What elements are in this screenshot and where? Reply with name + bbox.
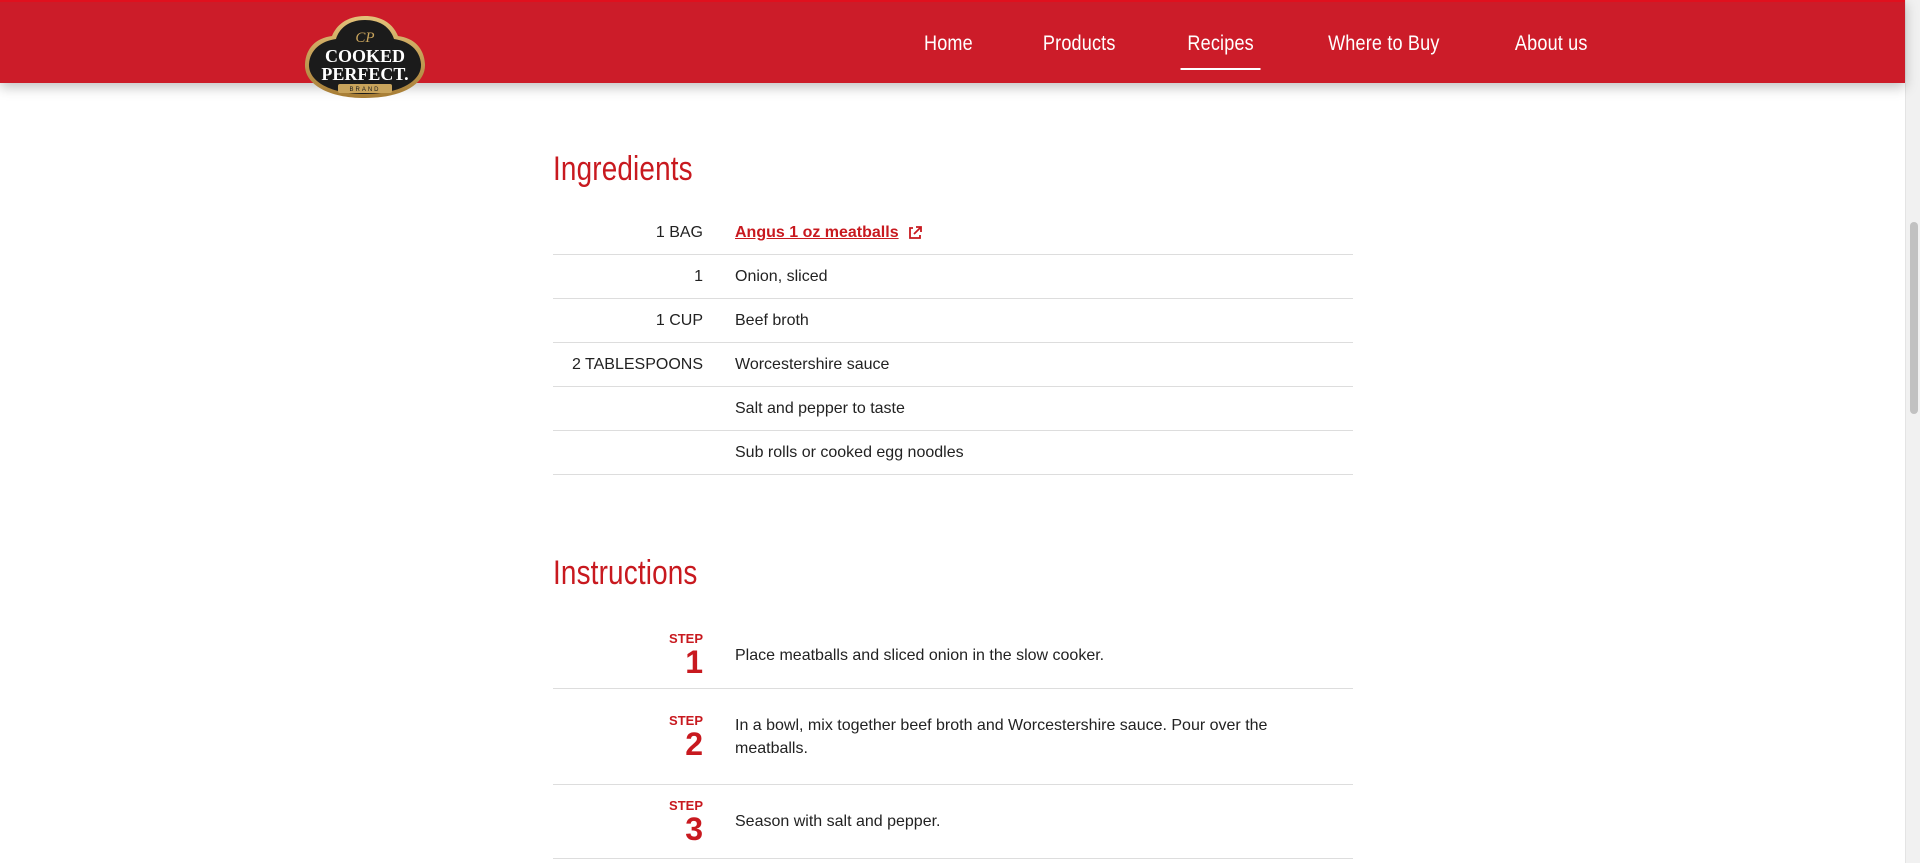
ingredients-title: Ingredients xyxy=(553,150,693,188)
instruction-step xyxy=(553,785,1353,859)
ingredient-row xyxy=(553,211,1353,255)
instructions-list xyxy=(553,622,1353,859)
nav-home[interactable]: Home xyxy=(924,31,974,55)
scrollbar-thumb[interactable] xyxy=(1910,222,1918,414)
ingredient-name: Beef broth xyxy=(735,311,809,329)
external-link-icon[interactable] xyxy=(907,225,923,241)
ingredient-name xyxy=(735,224,923,242)
ingredient-row xyxy=(553,255,1353,299)
ingredient-product-link[interactable]: Angus 1 oz meatballs xyxy=(735,223,899,241)
nav-products[interactable]: Products xyxy=(1043,31,1116,55)
step-digit: 2 xyxy=(685,725,703,762)
step-text: Season with salt and pepper. xyxy=(735,813,941,830)
step-text: In a bowl, mix together beef broth and Worcestershire sauce. Pour over the meatballs. xyxy=(735,716,1268,757)
ingredient-row xyxy=(553,343,1353,387)
step-number xyxy=(553,714,703,760)
step-digit: 3 xyxy=(685,810,703,847)
cooked-perfect-logo[interactable] xyxy=(302,14,428,102)
nav-recipes[interactable]: Recipes xyxy=(1187,31,1254,55)
ingredient-name: Salt and pepper to taste xyxy=(735,399,905,417)
site-header xyxy=(0,0,1905,83)
step-label: STEP xyxy=(669,712,703,728)
ingredient-name: Sub rolls or cooked egg noodles xyxy=(735,443,964,461)
ingredients-table xyxy=(553,211,1353,475)
step-number xyxy=(553,632,703,678)
step-label: STEP xyxy=(669,797,703,813)
ingredient-quantity: 1 CUP xyxy=(655,311,703,329)
nav-where-to-buy[interactable]: Where to Buy xyxy=(1327,31,1440,55)
ingredient-quantity: 1 xyxy=(694,267,703,285)
ingredient-name: Worcestershire sauce xyxy=(735,355,890,373)
main-nav xyxy=(860,2,1593,85)
instruction-step xyxy=(553,689,1353,785)
ingredient-quantity: 2 TABLESPOONS xyxy=(571,355,703,373)
instruction-step xyxy=(553,622,1353,689)
instructions-title: Instructions xyxy=(553,554,698,592)
logo-monogram: CP xyxy=(355,30,375,46)
vertical-scrollbar[interactable] xyxy=(1905,0,1920,863)
logo-text-perfect: PERFECT. xyxy=(321,64,409,84)
ingredient-row xyxy=(553,387,1353,431)
step-text: Place meatballs and sliced onion in the slow cooker. xyxy=(735,646,1105,664)
ingredient-row xyxy=(553,299,1353,343)
ingredient-quantity: 1 BAG xyxy=(655,223,703,241)
logo-text-cooked: COOKED xyxy=(324,46,406,66)
ingredient-row xyxy=(553,431,1353,475)
step-number xyxy=(553,799,703,845)
ingredient-name: Onion, sliced xyxy=(735,267,828,285)
logo-text-brand: BRAND xyxy=(349,87,381,93)
step-label: STEP xyxy=(669,631,703,646)
step-digit: 1 xyxy=(685,644,703,680)
nav-about-us[interactable]: About us xyxy=(1514,31,1588,55)
